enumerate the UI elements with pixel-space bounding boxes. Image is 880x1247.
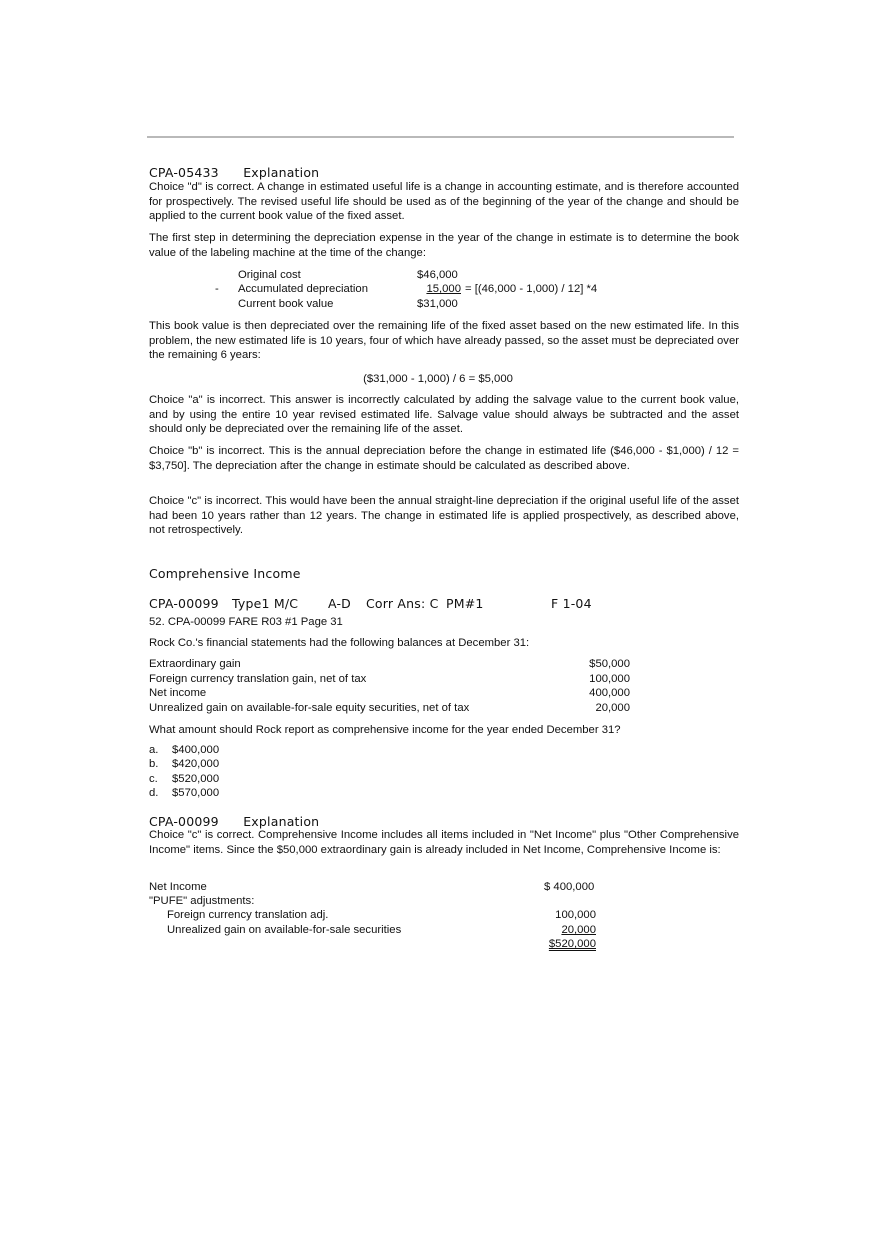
reference-code: F 1-04 <box>551 596 592 611</box>
topic-title: Comprehensive Income <box>149 566 301 581</box>
question-code: CPA-00099 <box>149 596 219 611</box>
choice-b-explanation: Choice "b" is incorrect. This is the annual depreciation before the change in estimated life ($46,000 - $1,000) / 12 = $3,750]. The depreciation after the change in estimate should be calculated as described above. <box>149 445 739 472</box>
fx-adjustment-amount: 100,000 <box>555 909 596 921</box>
unrealized-gain-amount: 20,000 <box>561 924 596 936</box>
balance-amount: 100,000 <box>589 673 630 685</box>
choice-text: $570,000 <box>172 787 220 799</box>
question-type: Type1 M/C <box>232 596 299 611</box>
choice-text: $420,000 <box>172 758 220 770</box>
heading-code: CPA-00099 <box>149 814 219 829</box>
explanation-heading <box>149 165 319 180</box>
balance-label: Net income <box>149 687 207 699</box>
heading-code: CPA-05433 <box>149 165 219 180</box>
explanation-paragraph-3: This book value is then depreciated over the remaining life of the fixed asset based on the new estimated life. In this problem, the new estimated life is 10 years, four of which have already passed, so the asset must be depreciated over the remaining 6 years: <box>149 320 739 362</box>
net-income-label: Net Income <box>149 881 207 893</box>
calc-amount: $46,000 <box>417 269 458 281</box>
explanation-paragraph-2: The first step in determining the depreciation expense in the year of the change in estimate is to determine the book value of the labeling machine at the time of the change: <box>149 232 739 259</box>
choice-c-explanation: Choice "c" is incorrect. This would have been the annual straight-line depreciation if the original useful life of the asset had been 10 years rather than 12 years. The change in estimated life is applied prospectively, as described above, not retrospectively. <box>149 495 739 537</box>
balance-amount: $50,000 <box>589 658 630 670</box>
choice-letter: d. <box>149 787 159 799</box>
pm-number: PM#1 <box>446 596 484 611</box>
explanation-paragraph-1: Choice "d" is correct. A change in estimated useful life is a change in accounting estimate, and is therefore accounted for prospectively. The revised useful life should be used as of the beginning of the year of the change and should be applied to the current book value of the fixed asset. <box>149 181 739 223</box>
heading-label: Explanation <box>243 165 320 180</box>
calc-amount: $31,000 <box>417 298 458 310</box>
balance-label: Unrealized gain on available-for-sale equity securities, net of tax <box>149 702 470 714</box>
calc-label: Original cost <box>238 269 301 281</box>
unrealized-gain-label: Unrealized gain on available-for-sale securities <box>167 924 402 936</box>
question-text: What amount should Rock report as comprehensive income for the year ended December 31? <box>149 724 621 736</box>
explanation-heading-2 <box>149 814 319 829</box>
calc-note: = [(46,000 - 1,000) / 12] *4 <box>465 283 598 295</box>
calc-amount-wrap <box>417 282 461 297</box>
choice-letter: c. <box>149 773 158 785</box>
balance-amount: 400,000 <box>589 687 630 699</box>
calc-sign: - <box>215 283 219 295</box>
choice-letter: b. <box>149 758 159 770</box>
correct-answer: Corr Ans: C <box>366 596 439 611</box>
balance-label: Extraordinary gain <box>149 658 241 670</box>
balance-amount: 20,000 <box>595 702 630 714</box>
calc-label: Accumulated depreciation <box>238 283 368 295</box>
choice-text: $520,000 <box>172 773 220 785</box>
answer-range: A-D <box>328 596 352 611</box>
total-amount-wrap <box>530 937 596 952</box>
calc-amount: 15,000 <box>426 283 461 295</box>
comprehensive-income-total: $520,000 <box>548 938 596 950</box>
question-reference: 52. CPA-00099 FARE R03 #1 Page 31 <box>149 616 343 628</box>
explanation-paragraph: Choice "c" is correct. Comprehensive Income includes all items included in "Net Income" plus "Other Comprehensive Income" items. Since the $50,000 extraordinary gain is already included in Net Income, Comprehensive Income is: <box>149 829 739 856</box>
choice-letter: a. <box>149 744 159 756</box>
adjustments-label: "PUFE" adjustments: <box>149 895 255 907</box>
choice-a-explanation: Choice "a" is incorrect. This answer is incorrectly calculated by adding the salvage value to the current book value, and by using the entire 10 year revised estimated life. Salvage value should always be subtracted and the asset should only be depreciated over the remaining life of the asset. <box>149 394 739 436</box>
question-stem: Rock Co.'s financial statements had the following balances at December 31: <box>149 637 530 649</box>
fx-adjustment-label: Foreign currency translation adj. <box>167 909 329 921</box>
top-divider <box>147 136 734 138</box>
calc-label: Current book value <box>238 298 334 310</box>
balance-label: Foreign currency translation gain, net of tax <box>149 673 367 685</box>
heading-label: Explanation <box>243 814 320 829</box>
choice-text: $400,000 <box>172 744 220 756</box>
depreciation-formula: ($31,000 - 1,000) / 6 = $5,000 <box>363 373 513 385</box>
unrealized-gain-amount-wrap <box>530 923 596 938</box>
net-income-amount: $ 400,000 <box>544 881 595 893</box>
